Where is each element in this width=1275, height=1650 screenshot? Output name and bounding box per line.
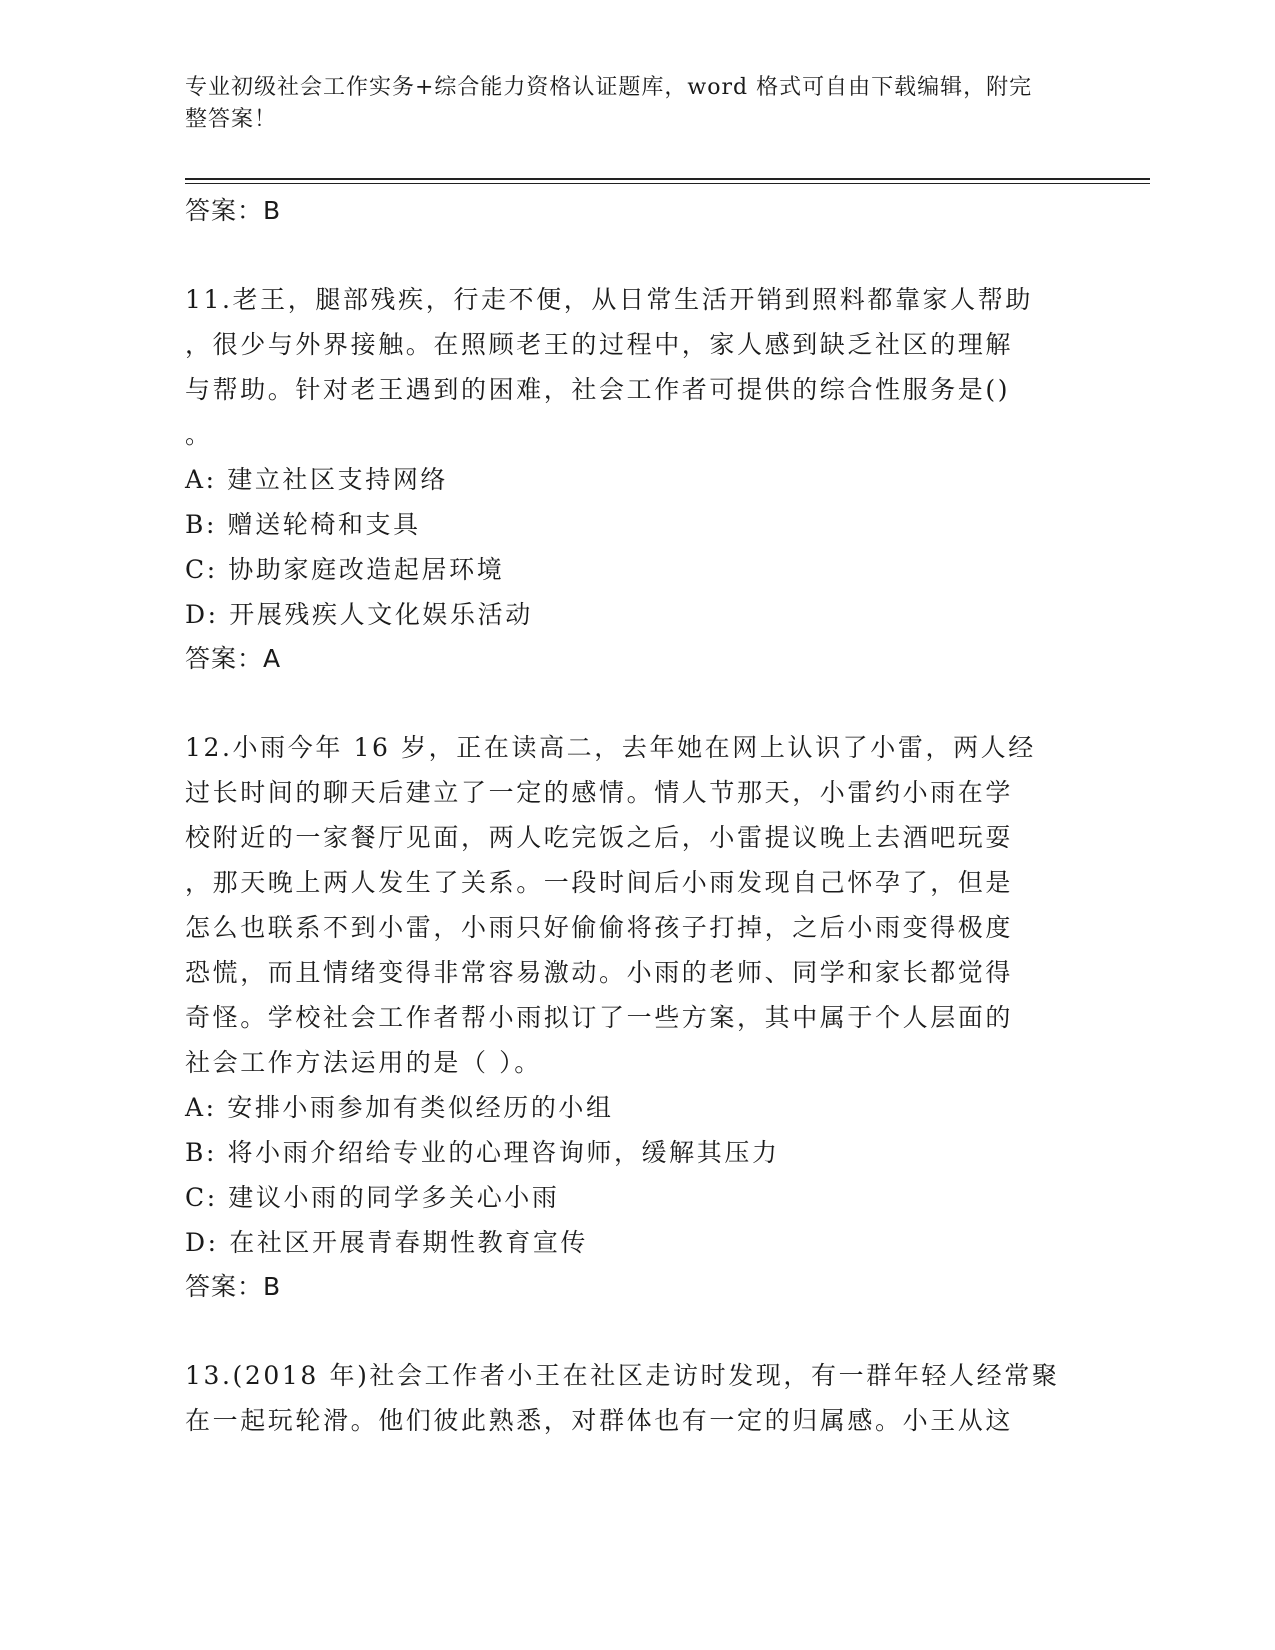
question-stem-line: 过长时间的聊天后建立了一定的感情。情人节那天，小雷约小雨在学 <box>185 778 1014 807</box>
answer-line: 答案：B <box>185 1272 282 1301</box>
option-d: D: 在社区开展青春期性教育宣传 <box>185 1228 589 1257</box>
answer-line: 答案：A <box>185 644 282 673</box>
question-12 <box>185 725 1065 1309</box>
question-content <box>185 189 1065 1443</box>
option-c: C: 协助家庭改造起居环境 <box>185 555 505 584</box>
header-line-1: 专业初级社会工作实务+综合能力资格认证题库，word 格式可自由下载编辑，附完 <box>185 75 1033 100</box>
option-b: B: 将小雨介绍给专业的心理咨询师，缓解其压力 <box>185 1138 780 1167</box>
header-rule-thin <box>185 183 1150 184</box>
question-stem-line: ，那天晚上两人发生了关系。一段时间后小雨发现自己怀孕了，但是 <box>185 868 1014 897</box>
question-stem-line: 。 <box>185 420 213 449</box>
question-stem-line: 恐慌，而且情绪变得非常容易激动。小雨的老师、同学和家长都觉得 <box>185 958 1014 987</box>
question-stem-line: 怎么也联系不到小雷，小雨只好偷偷将孩子打掉，之后小雨变得极度 <box>185 913 1014 942</box>
question-stem-line: 12.小雨今年 16 岁，正在读高二，去年她在网上认识了小雷，两人经 <box>185 733 1036 762</box>
option-b: B: 赠送轮椅和支具 <box>185 510 421 539</box>
spacer <box>185 681 1065 725</box>
question-stem-line: 奇怪。学校社会工作者帮小雨拟订了一些方案，其中属于个人层面的 <box>185 1003 1014 1032</box>
question-11 <box>185 277 1065 681</box>
question-stem-line: ，很少与外界接触。在照顾老王的过程中，家人感到缺乏社区的理解 <box>185 330 1014 359</box>
page-header <box>185 72 1090 136</box>
question-stem-line: 11.老王，腿部残疾，行走不便，从日常生活开销到照料都靠家人帮助 <box>185 285 1033 314</box>
question-stem-line: 校附近的一家餐厅见面，两人吃完饭之后，小雷提议晚上去酒吧玩耍 <box>185 823 1014 852</box>
option-c: C: 建议小雨的同学多关心小雨 <box>185 1183 560 1212</box>
question-13 <box>185 1353 1065 1443</box>
question-stem-line: 13.(2018 年)社会工作者小王在社区走访时发现，有一群年轻人经常聚 <box>185 1361 1060 1390</box>
spacer <box>185 1309 1065 1353</box>
option-a: A: 安排小雨参加有类似经历的小组 <box>185 1093 614 1122</box>
spacer <box>185 233 1065 277</box>
question-stem-line: 与帮助。针对老王遇到的困难，社会工作者可提供的综合性服务是() <box>185 375 1011 404</box>
option-a: A: 建立社区支持网络 <box>185 465 449 494</box>
header-line-2: 整答案！ <box>185 107 278 132</box>
header-rule-thick <box>185 178 1150 180</box>
question-stem-line: 社会工作方法运用的是（ ）。 <box>185 1048 542 1077</box>
option-d: D: 开展残疾人文化娱乐活动 <box>185 600 533 629</box>
question-stem-line: 在一起玩轮滑。他们彼此熟悉，对群体也有一定的归属感。小王从这 <box>185 1406 1014 1435</box>
answer-line: 答案：B <box>185 196 282 225</box>
